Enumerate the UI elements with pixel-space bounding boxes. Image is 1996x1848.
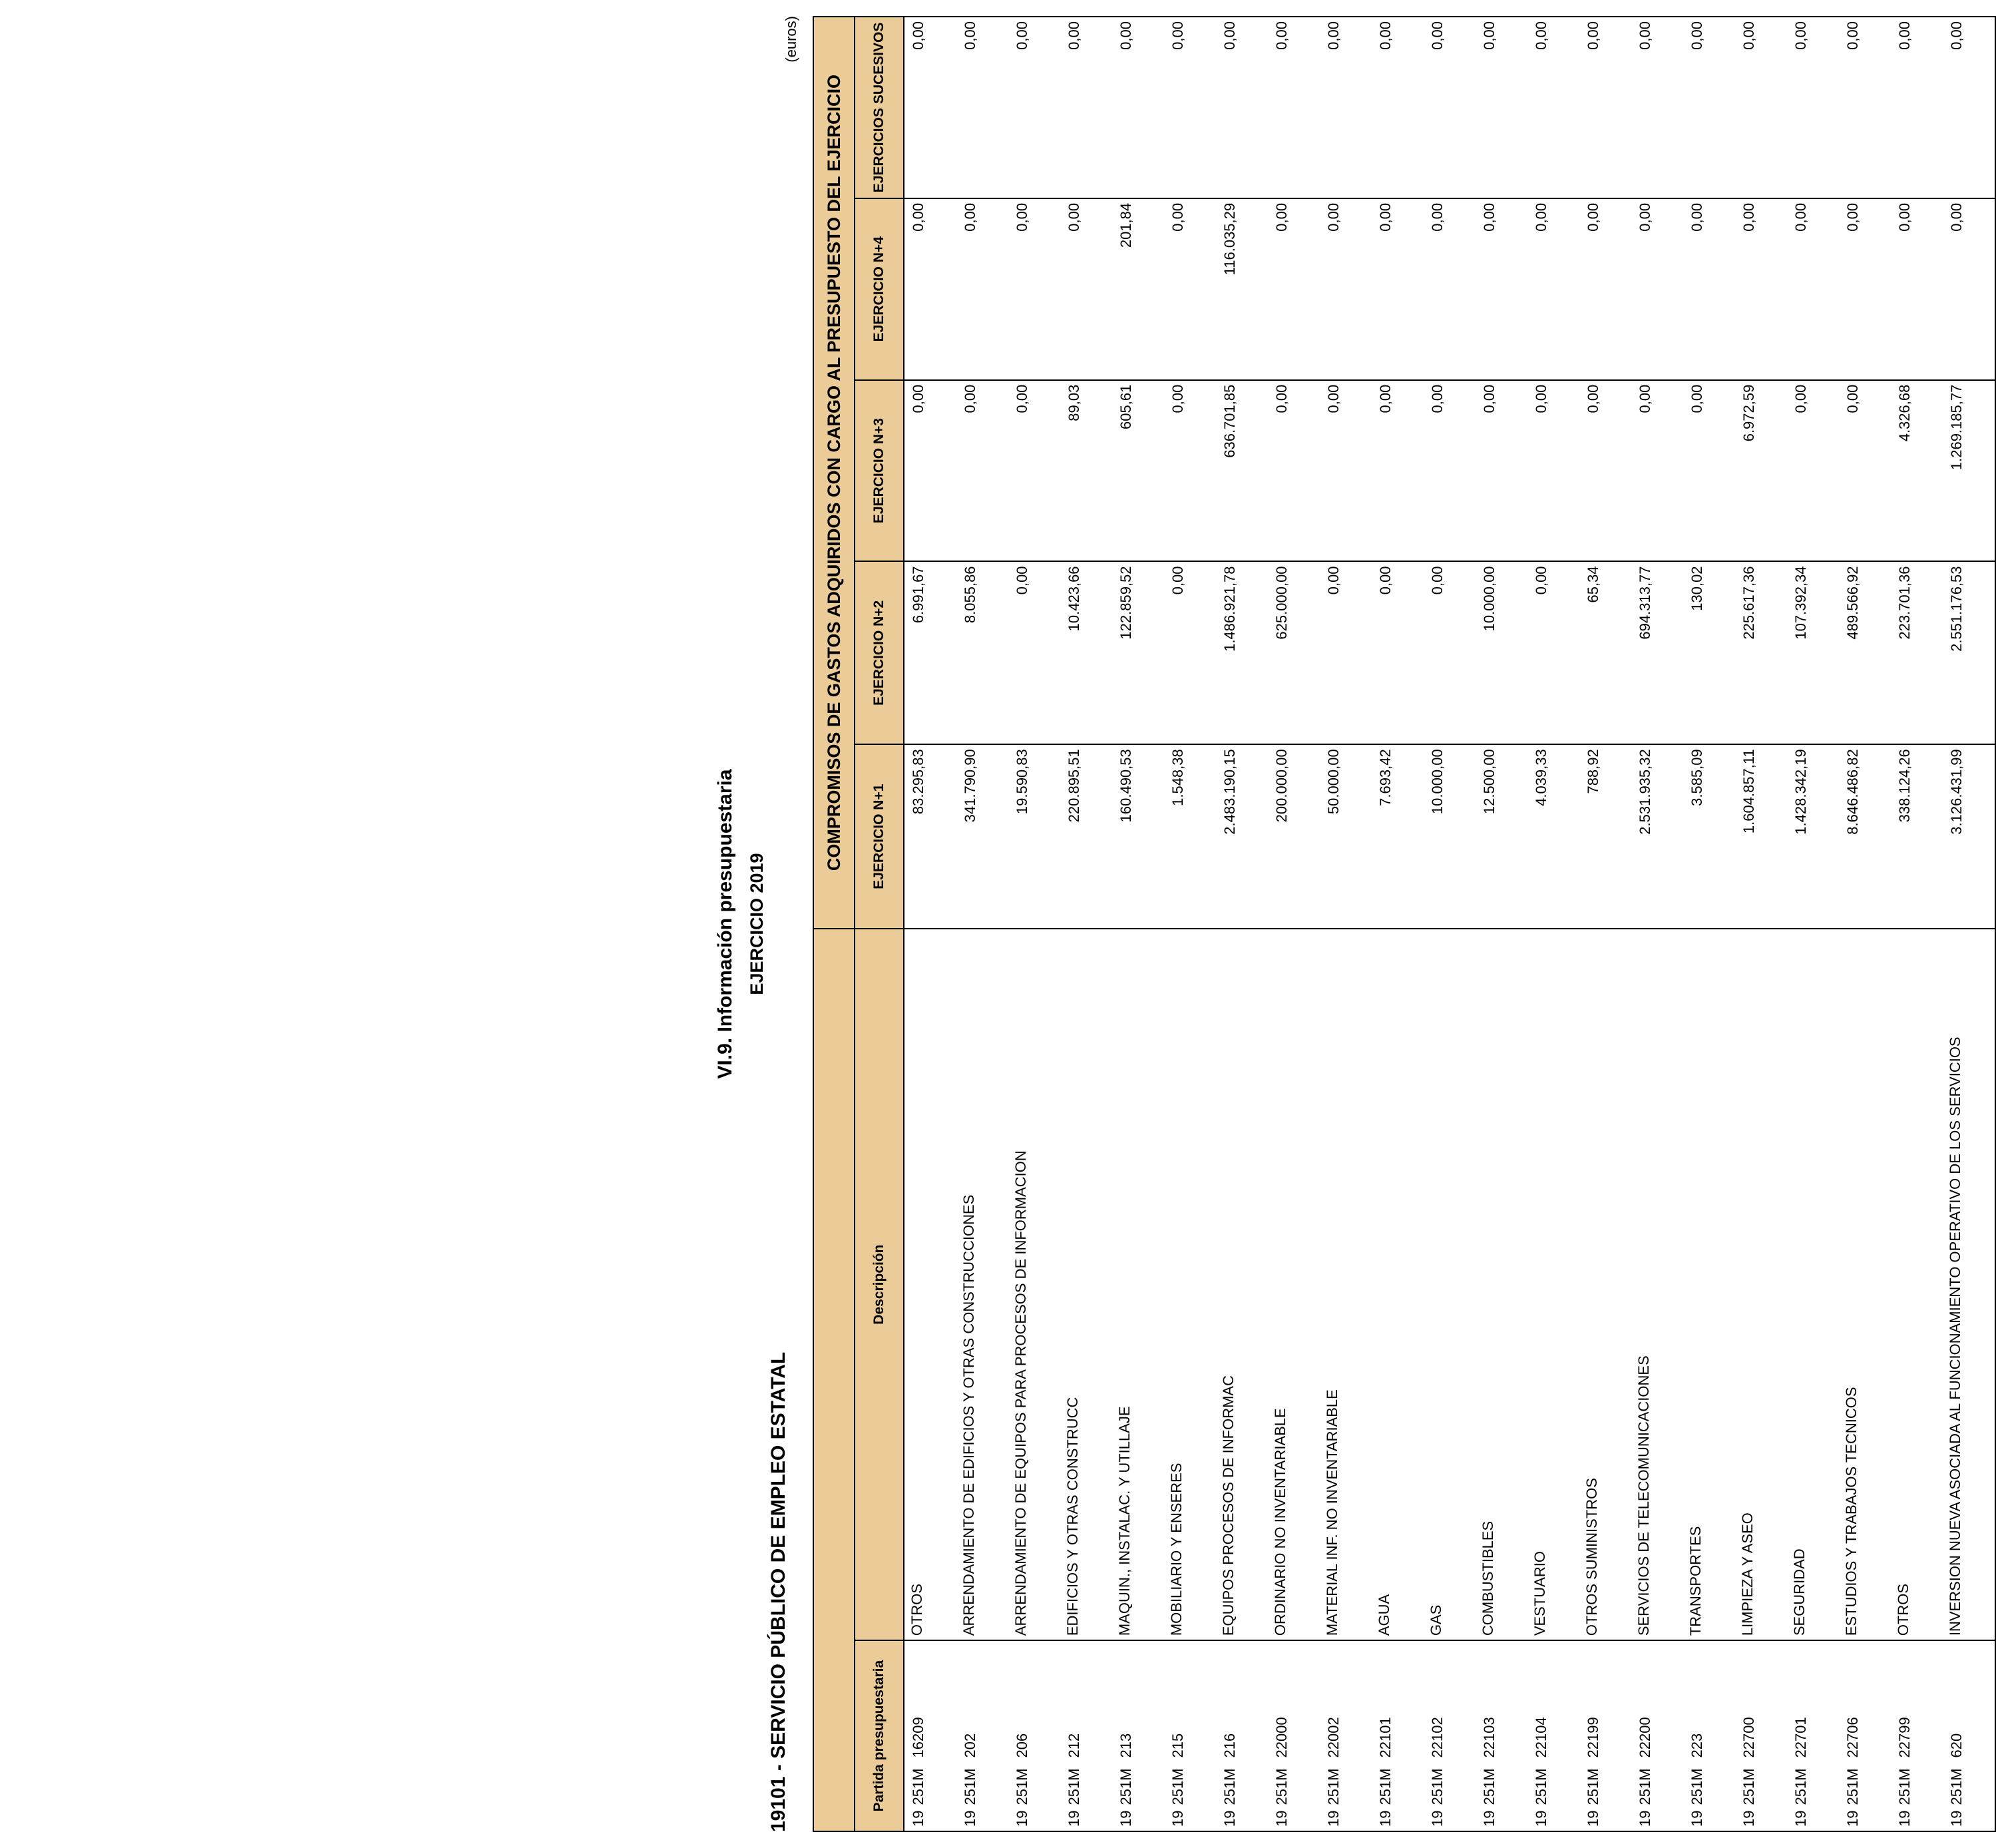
amount-sucesivos-cell: 0,00: [1787, 17, 1839, 198]
amount-n3-cell: 0,00: [1631, 380, 1683, 562]
organic-code: 19: [910, 1810, 926, 1827]
organic-code: 19: [1014, 1810, 1030, 1827]
amount-n4-cell: 0,00: [956, 198, 1008, 380]
table-row: [956, 17, 1008, 1831]
organic-code: 19: [1533, 1810, 1549, 1827]
organic-code: 19: [1637, 1810, 1653, 1827]
program-code: 251M: [1169, 1768, 1186, 1805]
economic-code: 22101: [1377, 1717, 1394, 1758]
partida-cell: [1424, 1640, 1476, 1831]
amount-n2-cell: 122.859,52: [1112, 561, 1164, 744]
economic-code: 22104: [1533, 1717, 1549, 1758]
organic-code: 19: [1844, 1810, 1861, 1827]
program-code: 251M: [1014, 1768, 1030, 1805]
table-row: [1476, 17, 1527, 1831]
economic-code: 215: [1169, 1733, 1186, 1758]
amount-n3-cell: 0,00: [1527, 380, 1579, 562]
organic-code: 19: [1481, 1810, 1497, 1827]
amount-n2-cell: 694.313,77: [1631, 561, 1683, 744]
economic-code: 22200: [1637, 1717, 1653, 1758]
amount-n2-cell: 6.991,67: [904, 561, 956, 744]
currency-unit: (euros): [783, 16, 799, 63]
economic-code: 22701: [1792, 1717, 1809, 1758]
amount-n1-cell: 220.895,51: [1060, 744, 1112, 929]
amount-n2-cell: 107.392,34: [1787, 561, 1839, 744]
organic-code: 19: [962, 1810, 978, 1827]
program-code: 251M: [1481, 1768, 1497, 1805]
partida-cell: [1372, 1640, 1424, 1831]
amount-n3-cell: 89,03: [1060, 380, 1112, 562]
amount-n2-cell: 130,02: [1683, 561, 1735, 744]
program-code: 251M: [1792, 1768, 1809, 1805]
partida-cell: [904, 1640, 956, 1831]
economic-code: 16209: [910, 1717, 926, 1758]
partida-cell: [1008, 1640, 1060, 1831]
description-cell: ORDINARIO NO INVENTARIABLE: [1268, 929, 1320, 1640]
program-code: 251M: [1221, 1768, 1238, 1805]
economic-code: 22000: [1273, 1717, 1290, 1758]
organic-code: 19: [1429, 1810, 1446, 1827]
organic-code: 19: [1325, 1810, 1342, 1827]
description-cell: LIMPIEZA Y ASEO: [1735, 929, 1787, 1640]
col-header-sucesivos: EJERCICIOS SUCESIVOS: [855, 17, 904, 198]
col-header-partida: Partida presupuestaria: [855, 1640, 904, 1831]
amount-n2-cell: 8.055,86: [956, 561, 1008, 744]
amount-n3-cell: 0,00: [1787, 380, 1839, 562]
amount-n1-cell: 2.531.935,32: [1631, 744, 1683, 929]
description-cell: VESTUARIO: [1527, 929, 1579, 1640]
program-code: 251M: [1637, 1768, 1653, 1805]
organic-code: 19: [1169, 1810, 1186, 1827]
organic-code: 19: [1066, 1810, 1082, 1827]
partida-cell: [1216, 1640, 1268, 1831]
amount-n1-cell: 1.548,38: [1164, 744, 1216, 929]
table-row: [1839, 17, 1891, 1831]
amount-n2-cell: 0,00: [1372, 561, 1424, 744]
amount-n3-cell: 0,00: [1683, 380, 1735, 562]
amount-n4-cell: 0,00: [1787, 198, 1839, 380]
amount-n2-cell: 10.000,00: [1476, 561, 1527, 744]
amount-n1-cell: 341.790,90: [956, 744, 1008, 929]
amount-sucesivos-cell: 0,00: [904, 17, 956, 198]
header-blank: [813, 929, 855, 1831]
amount-sucesivos-cell: 0,00: [1631, 17, 1683, 198]
economic-code: 206: [1014, 1733, 1030, 1758]
table-row: [904, 17, 956, 1831]
amount-n2-cell: 225.617,36: [1735, 561, 1787, 744]
col-header-descripcion: Descripción: [855, 929, 904, 1640]
amount-n2-cell: 0,00: [1527, 561, 1579, 744]
amount-n1-cell: 4.039,33: [1527, 744, 1579, 929]
amount-n2-cell: 1.486.921,78: [1216, 561, 1268, 744]
amount-n2-cell: 0,00: [1008, 561, 1060, 744]
table-row: [1891, 17, 1943, 1831]
amount-sucesivos-cell: 0,00: [1008, 17, 1060, 198]
amount-n1-cell: 1.428.342,19: [1787, 744, 1839, 929]
table-row: [1787, 17, 1839, 1831]
amount-n2-cell: 0,00: [1320, 561, 1372, 744]
amount-n1-cell: 3.126.431,99: [1943, 744, 1995, 929]
table-body: [904, 17, 1995, 1831]
economic-code: 22002: [1325, 1717, 1342, 1758]
economic-code: 22799: [1896, 1717, 1913, 1758]
partida-cell: [1839, 1640, 1891, 1831]
amount-n4-cell: 0,00: [1268, 198, 1320, 380]
program-code: 251M: [1325, 1768, 1342, 1805]
description-cell: INVERSION NUEVA ASOCIADA AL FUNCIONAMIENTO OPERATIVO DE LOS SERVICIOS: [1943, 929, 1995, 1640]
amount-n4-cell: 0,00: [1735, 198, 1787, 380]
program-code: 251M: [962, 1768, 978, 1805]
description-cell: MAQUIN., INSTALAC. Y UTILLAJE: [1112, 929, 1164, 1640]
partida-cell: [1060, 1640, 1112, 1831]
amount-n1-cell: 200.000,00: [1268, 744, 1320, 929]
amount-sucesivos-cell: 0,00: [1268, 17, 1320, 198]
amount-n3-cell: 0,00: [1839, 380, 1891, 562]
amount-n1-cell: 2.483.190,15: [1216, 744, 1268, 929]
partida-cell: [1683, 1640, 1735, 1831]
col-header-n3: EJERCICIO N+3: [855, 380, 904, 562]
organic-code: 19: [1273, 1810, 1290, 1827]
amount-n4-cell: 0,00: [1839, 198, 1891, 380]
budget-commitments-table: [813, 16, 1996, 1832]
amount-n3-cell: 0,00: [1579, 380, 1631, 562]
amount-sucesivos-cell: 0,00: [1579, 17, 1631, 198]
program-code: 251M: [1533, 1768, 1549, 1805]
table-row: [1008, 17, 1060, 1831]
program-code: 251M: [1844, 1768, 1861, 1805]
partida-cell: [1631, 1640, 1683, 1831]
amount-n1-cell: 7.693,42: [1372, 744, 1424, 929]
partida-cell: [1112, 1640, 1164, 1831]
program-code: 251M: [1117, 1768, 1134, 1805]
amount-sucesivos-cell: 0,00: [1527, 17, 1579, 198]
amount-sucesivos-cell: 0,00: [1112, 17, 1164, 198]
partida-cell: [1527, 1640, 1579, 1831]
program-code: 251M: [1429, 1768, 1446, 1805]
description-cell: OTROS: [1891, 929, 1943, 1640]
amount-n3-cell: 0,00: [1424, 380, 1476, 562]
col-header-n2: EJERCICIO N+2: [855, 561, 904, 744]
amount-n3-cell: 0,00: [1372, 380, 1424, 562]
description-cell: AGUA: [1372, 929, 1424, 1640]
amount-n4-cell: 0,00: [1891, 198, 1943, 380]
col-header-n1: EJERCICIO N+1: [855, 744, 904, 929]
organism-heading: 19101 - SERVICIO PÚBLICO DE EMPLEO ESTATAL: [767, 1351, 789, 1832]
amount-n3-cell: 0,00: [1164, 380, 1216, 562]
amount-n3-cell: 0,00: [1476, 380, 1527, 562]
amount-n3-cell: 0,00: [1320, 380, 1372, 562]
table-row: [1527, 17, 1579, 1831]
organic-code: 19: [1896, 1810, 1913, 1827]
description-cell: EQUIPOS PROCESOS DE INFORMAC: [1216, 929, 1268, 1640]
organic-code: 19: [1948, 1810, 1965, 1827]
amount-n4-cell: 0,00: [1320, 198, 1372, 380]
header-group-label: COMPROMISOS DE GASTOS ADQUIRIDOS CON CARGO AL PRESUPUESTO DEL EJERCICIO: [813, 17, 855, 929]
description-cell: OTROS SUMINISTROS: [1579, 929, 1631, 1640]
program-code: 251M: [1896, 1768, 1913, 1805]
table-row: [1320, 17, 1372, 1831]
amount-sucesivos-cell: 0,00: [1735, 17, 1787, 198]
amount-n3-cell: 4.326,68: [1891, 380, 1943, 562]
amount-n2-cell: 10.423,66: [1060, 561, 1112, 744]
table-row: [1112, 17, 1164, 1831]
partida-cell: [1579, 1640, 1631, 1831]
partida-cell: [1164, 1640, 1216, 1831]
amount-n4-cell: 0,00: [1164, 198, 1216, 380]
amount-n4-cell: 0,00: [1683, 198, 1735, 380]
amount-n2-cell: 0,00: [1164, 561, 1216, 744]
amount-n4-cell: 116.035,29: [1216, 198, 1268, 380]
economic-code: 22103: [1481, 1717, 1497, 1758]
amount-n1-cell: 19.590,83: [1008, 744, 1060, 929]
table-row: [1735, 17, 1787, 1831]
header-row-group: [813, 17, 855, 1831]
amount-n2-cell: 489.566,92: [1839, 561, 1891, 744]
amount-sucesivos-cell: 0,00: [1891, 17, 1943, 198]
organic-code: 19: [1792, 1810, 1809, 1827]
amount-n1-cell: 83.295,83: [904, 744, 956, 929]
amount-sucesivos-cell: 0,00: [1839, 17, 1891, 198]
amount-sucesivos-cell: 0,00: [1476, 17, 1527, 198]
program-code: 251M: [1066, 1768, 1082, 1805]
amount-n4-cell: 0,00: [1527, 198, 1579, 380]
program-code: 251M: [1689, 1768, 1705, 1805]
amount-n2-cell: 625.000,00: [1268, 561, 1320, 744]
amount-sucesivos-cell: 0,00: [1424, 17, 1476, 198]
amount-sucesivos-cell: 0,00: [1372, 17, 1424, 198]
amount-n2-cell: 65,34: [1579, 561, 1631, 744]
organic-code: 19: [1377, 1810, 1394, 1827]
amount-n3-cell: 6.972,59: [1735, 380, 1787, 562]
program-code: 251M: [1948, 1768, 1965, 1805]
program-code: 251M: [910, 1768, 926, 1805]
description-cell: ARRENDAMIENTO DE EDIFICIOS Y OTRAS CONSTRUCCIONES: [956, 929, 1008, 1640]
amount-n3-cell: 0,00: [1268, 380, 1320, 562]
amount-n4-cell: 0,00: [1424, 198, 1476, 380]
partida-cell: [1943, 1640, 1995, 1831]
amount-n1-cell: 50.000,00: [1320, 744, 1372, 929]
partida-cell: [1735, 1640, 1787, 1831]
amount-sucesivos-cell: 0,00: [1683, 17, 1735, 198]
amount-n3-cell: 0,00: [1008, 380, 1060, 562]
description-cell: MOBILIARIO Y ENSERES: [1164, 929, 1216, 1640]
partida-cell: [1787, 1640, 1839, 1831]
organic-code: 19: [1117, 1810, 1134, 1827]
amount-sucesivos-cell: 0,00: [1320, 17, 1372, 198]
partida-cell: [1320, 1640, 1372, 1831]
description-cell: SEGURIDAD: [1787, 929, 1839, 1640]
program-code: 251M: [1585, 1768, 1601, 1805]
amount-n3-cell: 605,61: [1112, 380, 1164, 562]
economic-code: 216: [1221, 1733, 1238, 1758]
amount-sucesivos-cell: 0,00: [1216, 17, 1268, 198]
description-cell: SERVICIOS DE TELECOMUNICACIONES: [1631, 929, 1683, 1640]
table-row: [1424, 17, 1476, 1831]
program-code: 251M: [1740, 1768, 1757, 1805]
amount-n2-cell: 223.701,36: [1891, 561, 1943, 744]
description-cell: ESTUDIOS Y TRABAJOS TECNICOS: [1839, 929, 1891, 1640]
amount-n4-cell: 0,00: [904, 198, 956, 380]
amount-sucesivos-cell: 0,00: [1060, 17, 1112, 198]
table-row: [1164, 17, 1216, 1831]
amount-n3-cell: 1.269.185,77: [1943, 380, 1995, 562]
amount-n4-cell: 0,00: [1476, 198, 1527, 380]
table-row: [1268, 17, 1320, 1831]
partida-cell: [1268, 1640, 1320, 1831]
amount-n1-cell: 10.000,00: [1424, 744, 1476, 929]
partida-cell: [956, 1640, 1008, 1831]
organic-code: 19: [1689, 1810, 1705, 1827]
header-row-columns: [855, 17, 904, 1831]
amount-n2-cell: 0,00: [1424, 561, 1476, 744]
economic-code: 22700: [1740, 1717, 1757, 1758]
amount-n4-cell: 0,00: [1060, 198, 1112, 380]
description-cell: OTROS: [904, 929, 956, 1640]
table-row: [1579, 17, 1631, 1831]
amount-n1-cell: 8.646.486,82: [1839, 744, 1891, 929]
table-row: [1683, 17, 1735, 1831]
description-cell: GAS: [1424, 929, 1476, 1640]
amount-n1-cell: 1.604.857,11: [1735, 744, 1787, 929]
organic-code: 19: [1740, 1810, 1757, 1827]
description-cell: ARRENDAMIENTO DE EQUIPOS PARA PROCESOS DE INFORMACION: [1008, 929, 1060, 1640]
amount-n4-cell: 0,00: [1372, 198, 1424, 380]
amount-sucesivos-cell: 0,00: [1164, 17, 1216, 198]
amount-n4-cell: 0,00: [1631, 198, 1683, 380]
document-subtitle: EJERCICIO 2019: [747, 853, 767, 995]
table-row: [1372, 17, 1424, 1831]
economic-code: 22102: [1429, 1717, 1446, 1758]
description-cell: EDIFICIOS Y OTRAS CONSTRUCC: [1060, 929, 1112, 1640]
table-row: [1216, 17, 1268, 1831]
partida-cell: [1476, 1640, 1527, 1831]
amount-n4-cell: 0,00: [1008, 198, 1060, 380]
organic-code: 19: [1221, 1810, 1238, 1827]
amount-n2-cell: 2.551.176,53: [1943, 561, 1995, 744]
amount-n1-cell: 338.124,26: [1891, 744, 1943, 929]
organic-code: 19: [1585, 1810, 1601, 1827]
amount-n1-cell: 12.500,00: [1476, 744, 1527, 929]
amount-sucesivos-cell: 0,00: [956, 17, 1008, 198]
document-title: VI.9. Información presupuestaria: [714, 769, 736, 1079]
col-header-n4: EJERCICIO N+4: [855, 198, 904, 380]
amount-n4-cell: 201,84: [1112, 198, 1164, 380]
economic-code: 620: [1948, 1733, 1965, 1758]
program-code: 251M: [1377, 1768, 1394, 1805]
amount-n3-cell: 636.701,85: [1216, 380, 1268, 562]
description-cell: COMBUSTIBLES: [1476, 929, 1527, 1640]
table-row: [1060, 17, 1112, 1831]
economic-code: 202: [962, 1733, 978, 1758]
program-code: 251M: [1273, 1768, 1290, 1805]
amount-n4-cell: 0,00: [1943, 198, 1995, 380]
amount-n1-cell: 3.585,09: [1683, 744, 1735, 929]
amount-n4-cell: 0,00: [1579, 198, 1631, 380]
amount-n3-cell: 0,00: [904, 380, 956, 562]
economic-code: 213: [1117, 1733, 1134, 1758]
amount-n1-cell: 160.490,53: [1112, 744, 1164, 929]
economic-code: 22706: [1844, 1717, 1861, 1758]
partida-cell: [1891, 1640, 1943, 1831]
economic-code: 22199: [1585, 1717, 1601, 1758]
description-cell: TRANSPORTES: [1683, 929, 1735, 1640]
amount-n3-cell: 0,00: [956, 380, 1008, 562]
amount-n1-cell: 788,92: [1579, 744, 1631, 929]
description-cell: MATERIAL INF. NO INVENTARIABLE: [1320, 929, 1372, 1640]
amount-sucesivos-cell: 0,00: [1943, 17, 1995, 198]
economic-code: 223: [1689, 1733, 1705, 1758]
table-row: [1631, 17, 1683, 1831]
table-row: [1943, 17, 1995, 1831]
economic-code: 212: [1066, 1733, 1082, 1758]
